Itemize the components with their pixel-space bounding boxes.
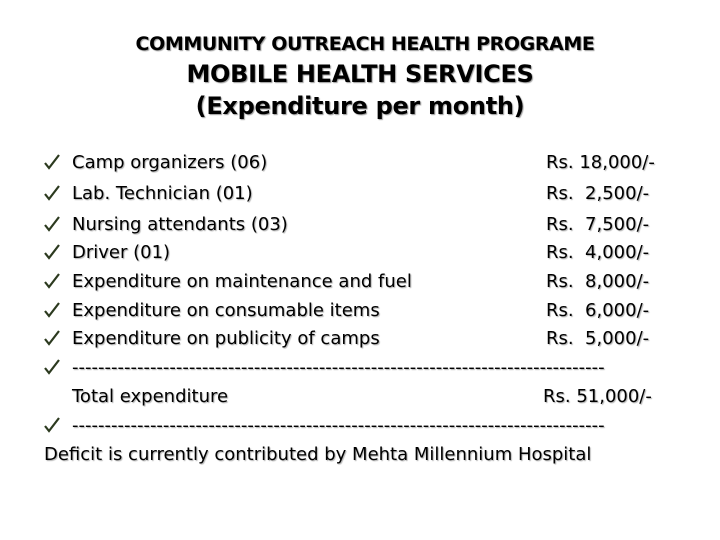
checkmark-icon xyxy=(44,181,62,207)
expense-row xyxy=(0,212,720,238)
expense-amount: Rs. 6,000/- xyxy=(546,300,650,321)
checkmark-icon xyxy=(44,355,62,381)
checkmark-icon xyxy=(44,240,62,266)
total-row xyxy=(0,384,720,410)
expense-amount: Rs. 7,500/- xyxy=(546,214,650,235)
total-amount: Rs. 51,000/- xyxy=(543,386,652,407)
expense-amount: Rs. 18,000/- xyxy=(546,152,655,173)
separator-row xyxy=(0,355,720,381)
expense-amount: Rs. 5,000/- xyxy=(546,328,650,349)
separator-line: ---------------------------------------------------------------------------------- xyxy=(72,357,605,378)
total-label: Total expenditure xyxy=(72,386,229,407)
expense-amount: Rs. 8,000/- xyxy=(546,271,650,292)
expense-row xyxy=(0,269,720,295)
footer-note: Deficit is currently contributed by Mehta Millennium Hospital xyxy=(44,444,592,465)
checkmark-icon xyxy=(44,413,62,439)
expense-label: Camp organizers (06) xyxy=(72,152,268,173)
expense-row xyxy=(0,240,720,266)
checkmark-icon xyxy=(44,298,62,324)
expense-row xyxy=(0,181,720,207)
expense-row xyxy=(0,150,720,176)
expense-label: Nursing attendants (03) xyxy=(72,214,288,235)
expense-label: Driver (01) xyxy=(72,242,171,263)
separator-line: ---------------------------------------------------------------------------------- xyxy=(72,415,605,436)
checkmark-icon xyxy=(44,212,62,238)
section-subtitle: (Expenditure per month) xyxy=(195,92,525,120)
expense-row xyxy=(0,326,720,352)
expense-amount: Rs. 2,500/- xyxy=(546,183,650,204)
expense-label: Expenditure on consumable items xyxy=(72,300,380,321)
expense-label: Expenditure on publicity of camps xyxy=(72,328,380,349)
expense-label: Lab. Technician (01) xyxy=(72,183,253,204)
expense-label: Expenditure on maintenance and fuel xyxy=(72,271,412,292)
expense-amount: Rs. 4,000/- xyxy=(546,242,650,263)
section-title: MOBILE HEALTH SERVICES xyxy=(186,60,534,88)
checkmark-icon xyxy=(44,269,62,295)
expense-row xyxy=(0,298,720,324)
separator-row xyxy=(0,413,720,439)
program-title: COMMUNITY OUTREACH HEALTH PROGRAME xyxy=(135,33,595,55)
checkmark-icon xyxy=(44,150,62,176)
checkmark-icon xyxy=(44,326,62,352)
